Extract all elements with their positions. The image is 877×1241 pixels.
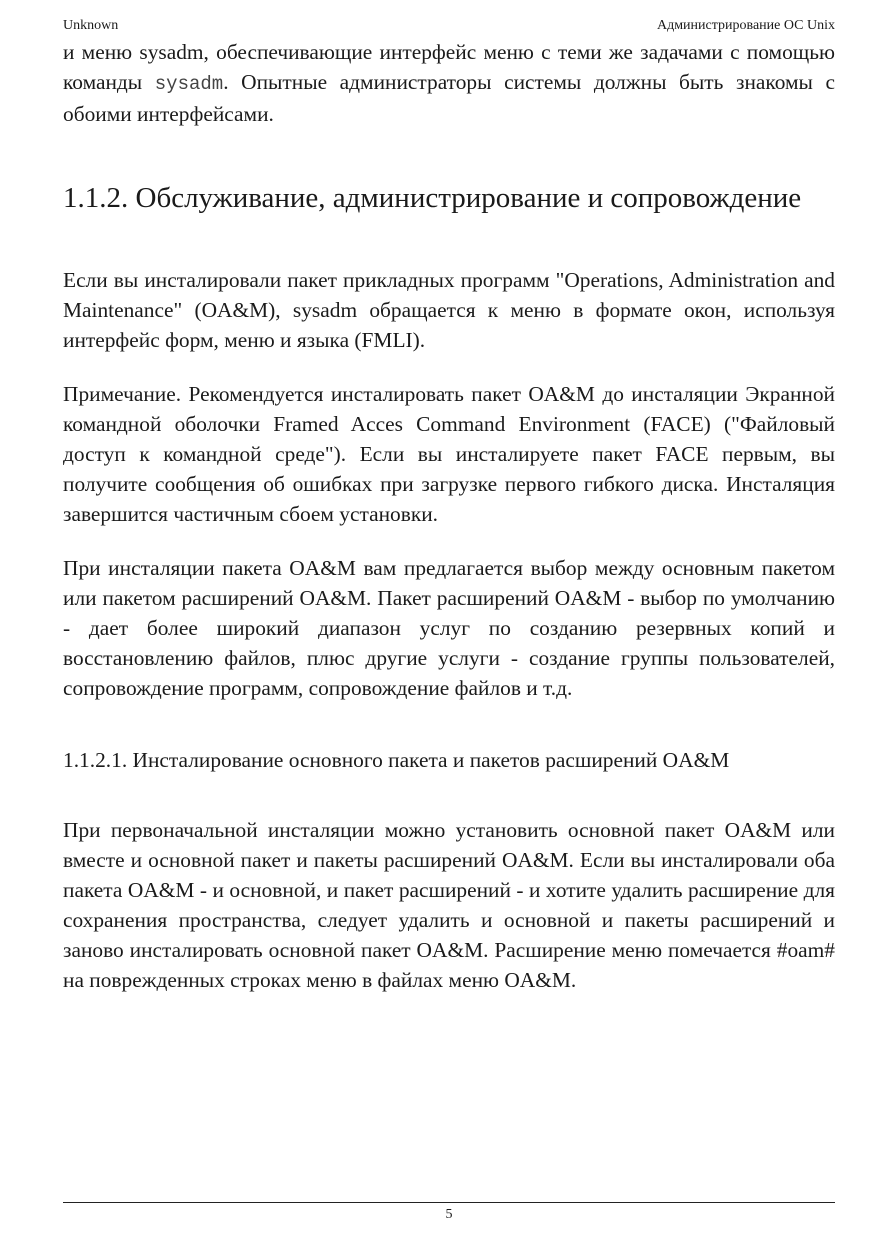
running-header <box>63 17 835 35</box>
document-page <box>63 0 835 1241</box>
intro-text-before: и меню sysadm, обеспечивающие интерфейс меню с теми же задачами с помощью команды <box>63 40 835 94</box>
subsection-paragraph-1: При первоначальной инсталяции можно установить основной пакет OA&M или вместе и основной пакет и пакеты расширений OA&M. Если вы инсталировали оба пакета OA&M - и основной, и пакет расширений - и хотите удалить расширение для сохранения пространства, следует удалить и основной и пакеты расширений и заново инсталировать основной пакет OA&M. Расширение меню помечается #oam# на поврежденных строках меню в файлах меню OA&M. <box>63 818 835 992</box>
section-paragraph-note: Примечание. Рекомендуется инсталировать пакет OA&M до инсталяции Экранной командной оболочки Framed Acces Command Environment (FACE) ("Файловый доступ к командной среде"). Если вы инсталируете пакет FACE первым, вы получите сообщения об ошибках при загрузке первого гибкого диска. Инсталяция завершится частичным сбоем установки. <box>63 382 835 526</box>
footer-divider <box>63 1202 835 1203</box>
section-paragraph-1: Если вы инсталировали пакет прикладных программ "Operations, Administration and Maintenance" (OA&M), sysadm обращается к меню в формате окон, используя интерфейс форм, меню и языка (FMLI). <box>63 268 835 352</box>
intro-text-after: . Опытные администраторы системы должны быть знакомы с обоими интерфейсами. <box>63 70 835 126</box>
inline-code-sysadm: sysadm <box>154 73 224 95</box>
header-right-text: Администрирование ОС Unix <box>656 18 835 33</box>
intro-paragraph <box>63 37 835 129</box>
page-content <box>63 37 835 995</box>
page-number: 5 <box>445 1207 453 1222</box>
subsection-heading: 1.1.2.1. Инсталирование основного пакета и пакетов расширений OA&M <box>63 748 730 772</box>
header-left-text: Unknown <box>63 18 119 33</box>
section-heading: 1.1.2. Обслуживание, администрирование и сопровождение <box>63 182 802 214</box>
section-paragraph-3: При инсталяции пакета OA&M вам предлагается выбор между основным пакетом или пакетом расширений OA&M. Пакет расширений OA&M - выбор по умолчанию - дает более широкий диапазон услуг по созданию резервных копий и восстановлению файлов, плюс другие услуги - создание группы пользователей, сопровождение программ, сопровождение файлов и т.д. <box>63 556 835 700</box>
